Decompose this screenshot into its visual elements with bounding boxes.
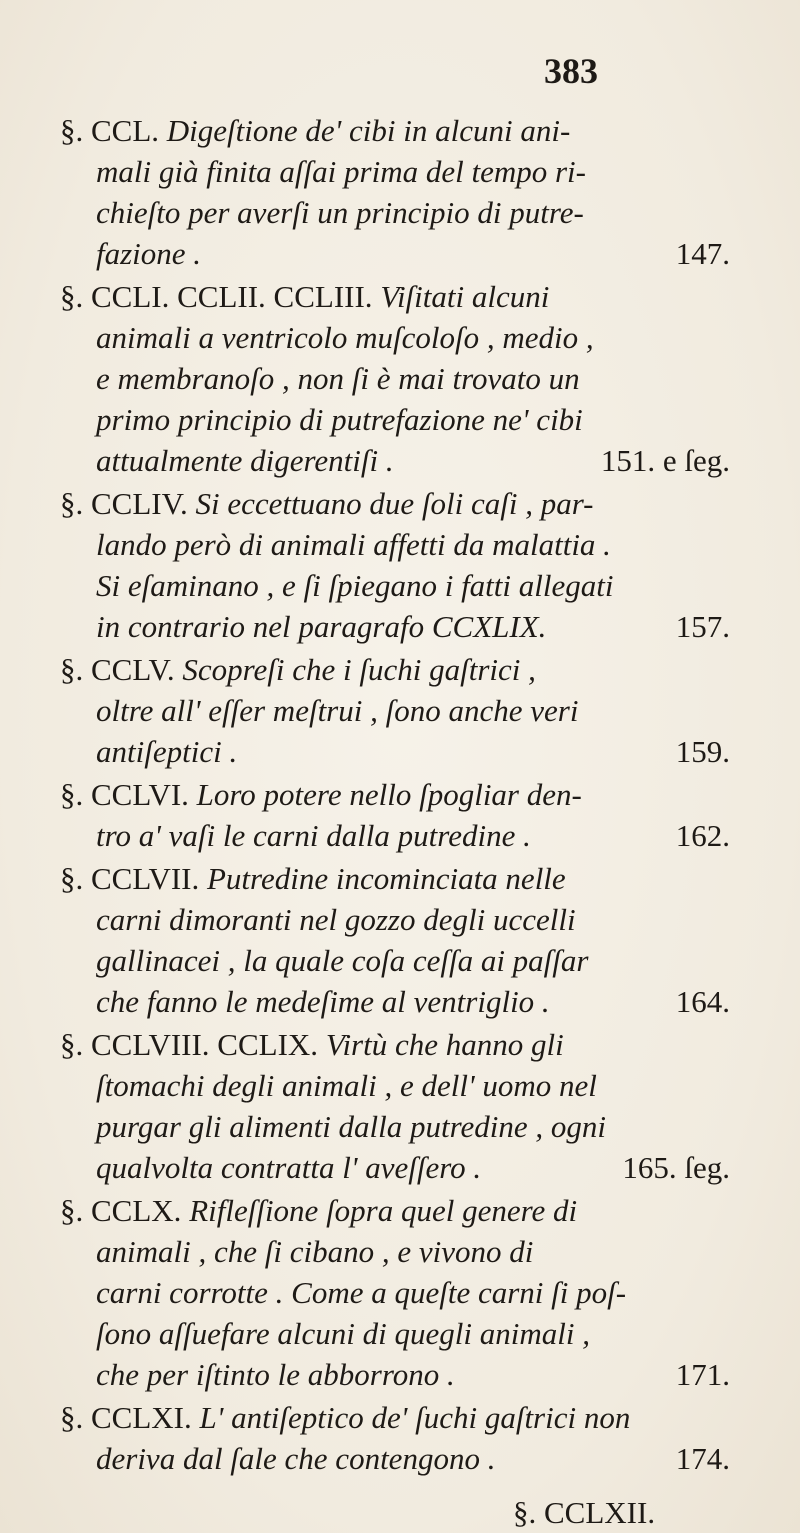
index-entry	[60, 110, 730, 274]
section-number: §. CCL.	[60, 113, 160, 148]
catchword: §. CCLXII.	[513, 1495, 656, 1530]
page-reference: 147.	[675, 236, 730, 271]
page-reference: 151. e ſeg.	[600, 443, 730, 478]
entry-line	[60, 1397, 730, 1438]
entry-line	[60, 1354, 730, 1395]
entry-text: Scopreſi che i ſuchi gaſtrici ,	[182, 652, 536, 687]
index-entry	[60, 1024, 730, 1188]
entry-text: animali , che ſi cibano , e vivono di	[96, 1234, 534, 1269]
entry-text: Digeſtione de' cibi in alcuni ani-	[166, 113, 571, 148]
entry-line	[60, 440, 730, 481]
index-entry	[60, 774, 730, 856]
entry-line	[60, 690, 730, 731]
entry-text: animali a ventricolo muſcoloſo , medio ,	[96, 320, 594, 355]
entry-text: primo principio di putrefazione ne' cibi	[96, 402, 583, 437]
entry-text: tro a' vaſi le carni dalla putredine .	[96, 818, 531, 853]
page-reference: 162.	[675, 818, 730, 853]
entry-text: purgar gli alimenti dalla putredine , ogni	[96, 1109, 607, 1144]
entry-line	[60, 731, 730, 772]
entry-line	[60, 1313, 730, 1354]
entry-text: Virtù che hanno gli	[325, 1027, 564, 1062]
entry-line	[60, 815, 730, 856]
entry-line	[60, 649, 730, 690]
entry-text: Si eccettuano due ſoli caſi , par-	[195, 486, 594, 521]
index-entries	[60, 110, 730, 1481]
entry-text: lando però di animali affetti da malattia .	[96, 527, 611, 562]
section-number: §. CCLX.	[60, 1193, 182, 1228]
entry-line	[60, 276, 730, 317]
entry-text: fazione .	[96, 236, 202, 271]
section-number: §. CCLI. CCLII. CCLIII.	[60, 279, 373, 314]
entry-line	[60, 358, 730, 399]
entry-text: carni corrotte . Come a queſte carni ſi poſ-	[96, 1275, 627, 1310]
entry-line	[60, 483, 730, 524]
page-reference: 159.	[675, 734, 730, 769]
entry-text: L' antiſeptico de' ſuchi gaſtrici non	[199, 1400, 631, 1435]
entry-line	[60, 606, 730, 647]
index-entry	[60, 483, 730, 647]
entry-text: ſtomachi degli animali , e dell' uomo nel	[96, 1068, 597, 1103]
section-number: §. CCLIV.	[60, 486, 188, 521]
entry-text: che per iſtinto le abborrono .	[96, 1357, 455, 1392]
entry-line	[60, 858, 730, 899]
index-entry	[60, 1397, 730, 1479]
entry-line	[60, 1438, 730, 1479]
entry-text: e membranoſo , non ſi è mai trovato un	[96, 361, 580, 396]
entry-text: antiſeptici .	[96, 734, 238, 769]
entry-line	[60, 1147, 730, 1188]
entry-text: attualmente digerentiſi .	[96, 443, 394, 478]
entry-text: gallinacei , la quale coſa ceſſa ai paſſar	[96, 943, 589, 978]
page-reference: 174.	[675, 1441, 730, 1476]
entry-line	[60, 1190, 730, 1231]
entry-line	[60, 1106, 730, 1147]
page-number: 383	[544, 51, 598, 91]
entry-text: carni dimoranti nel gozzo degli uccelli	[96, 902, 576, 937]
entry-line	[60, 192, 730, 233]
entry-line	[60, 1024, 730, 1065]
entry-line	[60, 233, 730, 274]
entry-line	[60, 524, 730, 565]
index-entry	[60, 276, 730, 481]
entry-text: che fanno le medeſime al ventriglio .	[96, 984, 550, 1019]
entry-line	[60, 151, 730, 192]
entry-text: Rifleſſione ſopra quel genere di	[189, 1193, 578, 1228]
entry-line	[60, 981, 730, 1022]
entry-text: ſono aſſuefare alcuni di quegli animali ,	[96, 1316, 590, 1351]
entry-text: qualvolta contratta l' aveſſero .	[96, 1150, 482, 1185]
entry-line	[60, 317, 730, 358]
page-reference: 171.	[675, 1357, 730, 1392]
section-number: §. CCLVIII. CCLIX.	[60, 1027, 319, 1062]
entry-line	[60, 1272, 730, 1313]
entry-line	[60, 899, 730, 940]
entry-line	[60, 110, 730, 151]
entry-text: chieſto per averſi un principio di putre-	[96, 195, 584, 230]
entry-text: Putredine incominciata nelle	[206, 861, 566, 896]
entry-text: Loro potere nello ſpogliar den-	[196, 777, 582, 812]
entry-line	[60, 940, 730, 981]
index-entry	[60, 649, 730, 772]
index-entry	[60, 858, 730, 1022]
entry-line	[60, 774, 730, 815]
entry-line	[60, 399, 730, 440]
page-reference: 165. ſeg.	[622, 1150, 730, 1185]
section-number: §. CCLVI.	[60, 777, 189, 812]
entry-text: oltre all' eſſer meſtrui , ſono anche veri	[96, 693, 579, 728]
entry-text: Viſitati alcuni	[380, 279, 550, 314]
entry-text: mali già finita aſſai prima del tempo ri-	[96, 154, 586, 189]
section-number: §. CCLVII.	[60, 861, 200, 896]
page-reference: 164.	[675, 984, 730, 1019]
entry-line	[60, 1231, 730, 1272]
entry-text: in contrario nel paragrafo CCXLIX.	[96, 609, 547, 644]
index-entry	[60, 1190, 730, 1395]
entry-line	[60, 565, 730, 606]
entry-line	[60, 1065, 730, 1106]
page-reference: 157.	[675, 609, 730, 644]
section-number: §. CCLV.	[60, 652, 175, 687]
section-number: §. CCLXI.	[60, 1400, 192, 1435]
entry-text: deriva dal ſale che contengono .	[96, 1441, 496, 1476]
entry-text: Si eſaminano , e ſi ſpiegano i fatti allegati	[96, 568, 614, 603]
